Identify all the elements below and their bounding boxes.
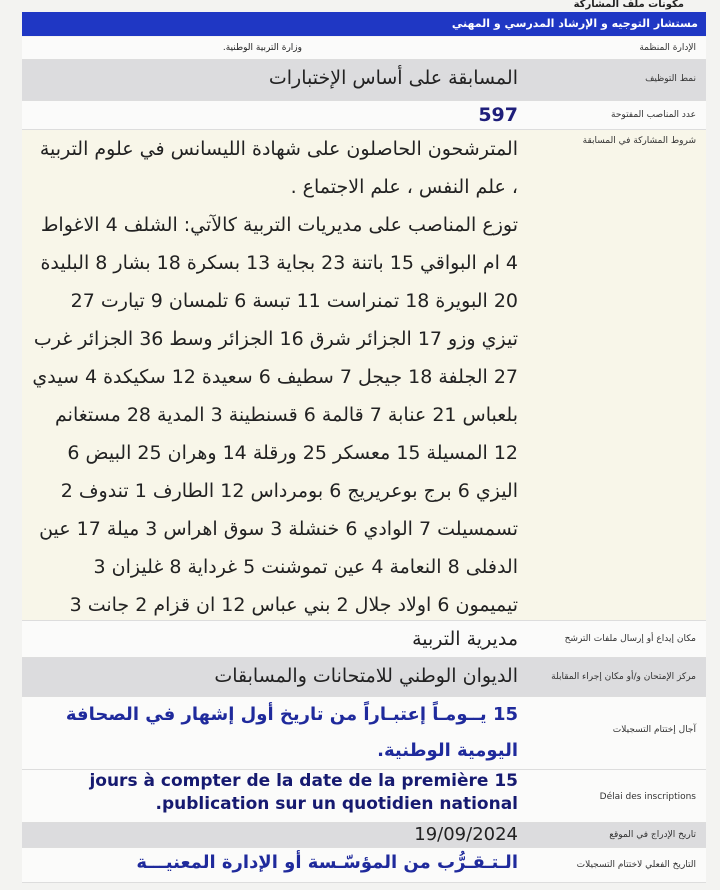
row-exam-center xyxy=(22,658,706,697)
page-title: مستشار التوجيه و الإرشاد المدرسي و المهني xyxy=(22,12,706,36)
label-deadline-ar: آجال إختتام التسجيلات xyxy=(612,725,696,735)
value-positions: 597 xyxy=(478,104,518,126)
value-deadline-fr xyxy=(22,770,522,822)
value-actual-deadline: الـتـقـرُّب من المؤسّـسة أو الإدارة المعنيـــة xyxy=(136,852,518,873)
value-organizer: وزارة التربية الوطنية. xyxy=(222,43,302,53)
row-deadline-fr xyxy=(22,770,706,823)
label-deposit-place: مكان إيداع أو إرسال ملفات الترشح xyxy=(564,634,696,644)
label-organizer: الإدارة المنظمة xyxy=(639,43,696,53)
positions-distribution: توزع المناصب على مديريات التربية كالآتي: الشلف 4 الاغواط 4 ام البواقي 15 باتنة 23 بجاية 13 بسكرة 18 بشار 8 البليدة 20 البويرة 18 تمنراست 11 تبسة 6 تلمسان 9 تيارت 27 تيزي وزو 17 الجزائر شرق 16 الجزائر وسط 36 الجزائر غرب 27 الجلفة 18 جيجل 7 سطيف 6 سعيدة 12 سكيكدة 4 سيدي بلعباس 21 عنابة 7 قالمة 6 قسنطينة 3 المدية 28 مستغانم 12 المسيلة 15 معسكر 25 ورقلة 14 وهران 25 البيض 6 اليزي 6 برج بوعريريج 6 بومرداس 12 الطارف 1 تندوف 2 تسمسيلت 7 الوادي 6 خنشلة 3 سوق اهراس 3 ميلة 17 عين الدفلى 8 النعامة 4 عين تموشنت 5 غرداية 8 غليزان 3 تيميمون 6 اولاد جلال 2 بني عباس 12 ان قزام 2 جانت 3 xyxy=(32,214,518,616)
row-conditions xyxy=(22,130,706,621)
label-publish-date: تاريخ الإدراج في الموقع xyxy=(609,830,696,840)
value-deadline-ar: 15 يــومـاً إعتبـاراً من تاريخ أول إشهار في الصحافة اليومية الوطنية. xyxy=(65,704,518,761)
label-deadline-fr: Délai des inscriptions xyxy=(599,792,696,802)
value-recruitment-type: المسابقة على أساس الإختبارات xyxy=(268,67,518,89)
row-positions xyxy=(22,101,706,130)
label-positions: عدد المناصب المفتوحة xyxy=(611,110,696,120)
deadline-fr-line-1: jours à compter de la date de la première 15 xyxy=(89,771,518,791)
value-exam-center: الديوان الوطني للامتحانات والمسابقات xyxy=(214,665,518,687)
value-publish-date: 19/09/2024 xyxy=(414,824,518,845)
value-conditions xyxy=(22,130,522,620)
row-deadline-ar xyxy=(22,697,706,770)
row-publish-date xyxy=(22,823,706,848)
value-deposit-place: مديرية التربية xyxy=(412,628,518,650)
label-recruitment-type: نمط التوظيف xyxy=(645,74,696,84)
row-deposit-place xyxy=(22,621,706,658)
label-conditions: شروط المشاركة في المسابقة xyxy=(582,136,696,146)
row-recruitment-type xyxy=(22,60,706,101)
top-caption: مكونات ملف المشاركة xyxy=(573,0,684,10)
row-organizer xyxy=(22,37,706,60)
conditions-text: المترشحون الحاصلون على شهادة الليسانس في علوم التربية ، علم النفس ، علم الاجتماع . xyxy=(39,138,518,198)
details-table xyxy=(22,37,706,883)
label-actual-deadline: التاريخ الفعلي لاختتام التسجيلات xyxy=(576,860,696,870)
deadline-fr-line-2: .publication sur un quotidien national xyxy=(155,794,518,814)
label-exam-center: مركز الإمتحان و/أو مكان إجراء المقابلة xyxy=(551,672,696,682)
row-actual-deadline xyxy=(22,848,706,883)
